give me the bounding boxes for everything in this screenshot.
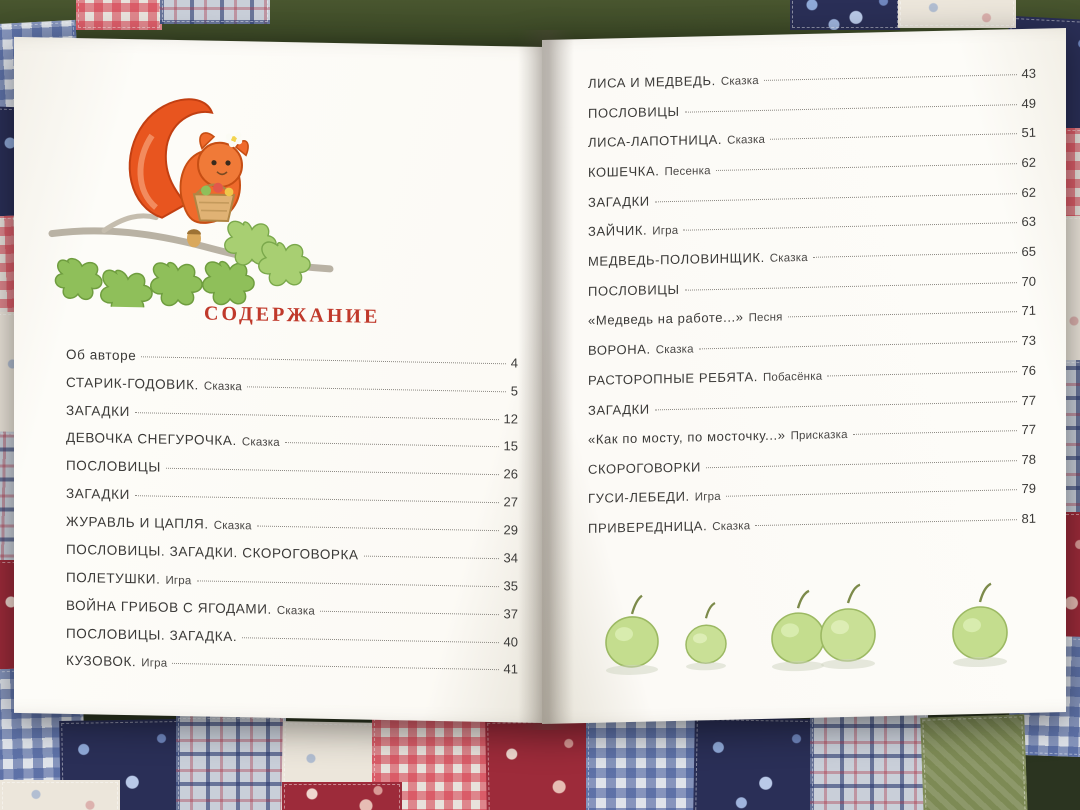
toc-leader-dots: [770, 133, 1016, 140]
toc-entry-page: 40: [503, 633, 518, 650]
toc-row-right: [588, 273, 1036, 301]
toc-entry-kind: Сказка: [727, 133, 766, 147]
toc-entry-page: 77: [1021, 422, 1036, 438]
toc-row-right: [588, 95, 1036, 123]
toc-entry-kind: Побасёнка: [762, 370, 823, 385]
quilt-patch: [586, 714, 698, 810]
toc-entry-kind: Игра: [141, 657, 168, 671]
toc-entry-page: 5: [510, 383, 518, 399]
toc-entry-page: 70: [1021, 273, 1036, 290]
toc-entry-kind: Игра: [165, 574, 192, 587]
toc-entry-page: 79: [1021, 481, 1036, 497]
toc-row-right: [588, 302, 1036, 331]
toc-entry-page: 43: [1021, 65, 1036, 82]
toc-row-right: [588, 213, 1036, 242]
toc-entry-page: 78: [1021, 452, 1036, 468]
toc-leader-dots: [257, 525, 499, 531]
toc-row-right: [588, 421, 1036, 450]
toc-leader-dots: [141, 356, 505, 364]
toc-entry-label: РАСТОРОПНЫЕ РЕБЯТА. Побасёнка: [588, 369, 823, 389]
toc-entry-page: 77: [1021, 393, 1036, 409]
toc-leader-dots: [320, 610, 499, 614]
table-of-contents-left: [66, 346, 518, 689]
toc-leader-dots: [726, 490, 1017, 498]
table-of-contents-right: [588, 65, 1036, 551]
toc-leader-dots: [788, 311, 1017, 317]
toc-entry-page: 71: [1021, 302, 1036, 319]
toc-entry-page: 73: [1021, 332, 1036, 349]
toc-leader-dots: [242, 637, 498, 643]
toc-entry-label: ПОЛЕТУШКИ. Игра: [66, 569, 192, 587]
quilt-patch: [920, 714, 1027, 810]
toc-entry-kind: Сказка: [276, 604, 315, 618]
toc-entry-label: Об авторе: [66, 346, 137, 364]
quilt-patch: [0, 780, 120, 810]
toc-row-right: [588, 154, 1036, 183]
toc-row-right: [588, 184, 1036, 212]
toc-leader-dots: [683, 222, 1016, 231]
toc-entry-page: 26: [503, 466, 518, 483]
toc-leader-dots: [706, 461, 1017, 469]
quilt-patch: [485, 719, 591, 810]
toc-row-right: [588, 451, 1036, 479]
toc-leader-dots: [685, 104, 1017, 113]
toc-entry-label: МЕДВЕДЬ-ПОЛОВИНЩИК. Сказка: [588, 250, 808, 270]
toc-row-left: [66, 485, 518, 512]
toc-leader-dots: [364, 555, 499, 559]
toc-entry-kind: Песня: [748, 311, 783, 325]
toc-entry-label: ПОСЛОВИЦЫ. ЗАГАДКИ. СКОРОГОВОРКА: [66, 541, 359, 563]
toc-entry-page: 34: [503, 550, 518, 566]
toc-row-left: [66, 346, 518, 373]
toc-row-left: [66, 513, 518, 540]
toc-row-left: [66, 652, 518, 679]
toc-entry-kind: Сказка: [720, 75, 759, 88]
toc-row-right: [588, 124, 1036, 153]
toc-row-right: [588, 243, 1036, 272]
quilt-patch: [810, 712, 928, 810]
page-title: СОДЕРЖАНИЕ: [204, 302, 381, 328]
toc-row-left: [66, 402, 518, 429]
toc-row-right: [588, 480, 1036, 509]
toc-row-right: [588, 332, 1036, 361]
squirrel-illustration-icon: [44, 65, 344, 311]
toc-entry-kind: Сказка: [213, 519, 252, 533]
toc-row-right: [588, 392, 1036, 420]
toc-leader-dots: [764, 74, 1017, 81]
toc-entry-page: 4: [510, 355, 518, 371]
toc-entry-page: 63: [1021, 213, 1036, 230]
toc-row-right: [588, 362, 1036, 391]
toc-entry-page: 62: [1021, 154, 1036, 171]
toc-entry-page: 15: [503, 438, 518, 454]
toc-entry-label: ПОСЛОВИЦЫ: [588, 281, 680, 300]
toc-entry-page: 51: [1021, 124, 1036, 141]
toc-entry-kind: Сказка: [203, 380, 242, 393]
apples-illustration-icon: [602, 576, 1062, 676]
toc-leader-dots: [247, 386, 506, 392]
toc-row-left: [66, 625, 518, 652]
toc-entry-label: ЖУРАВЛЬ И ЦАПЛЯ. Сказка: [66, 513, 252, 533]
toc-leader-dots: [755, 520, 1016, 527]
toc-leader-dots: [655, 401, 1017, 410]
toc-row-left: [66, 568, 518, 595]
toc-entry-label: ЗАГАДКИ: [588, 193, 650, 210]
toc-entry-kind: Игра: [694, 491, 721, 504]
toc-entry-kind: Сказка: [241, 436, 280, 450]
toc-entry-label: ГУСИ-ЛЕБЕДИ. Игра: [588, 488, 721, 507]
toc-leader-dots: [699, 341, 1017, 349]
toc-entry-page: 76: [1021, 362, 1036, 379]
toc-entry-label: ВОЙНА ГРИБОВ С ЯГОДАМИ. Сказка: [66, 597, 315, 618]
toc-entry-page: 62: [1021, 184, 1036, 201]
toc-entry-label: ПОСЛОВИЦЫ: [588, 103, 680, 121]
toc-entry-label: ПРИВЕРЕДНИЦА. Сказка: [588, 518, 751, 537]
toc-entry-page: 12: [503, 410, 518, 427]
toc-entry-label: КУЗОВОК. Игра: [66, 653, 168, 671]
toc-row-left: [66, 541, 518, 568]
toc-entry-label: СКОРОГОВОРКИ: [588, 459, 701, 478]
toc-entry-kind: Песенка: [664, 165, 711, 179]
toc-entry-label: ЗАЙЧИК. Игра: [588, 222, 679, 240]
toc-entry-label: ЛИСА-ЛАПОТНИЦА. Сказка: [588, 131, 766, 150]
open-book: [8, 20, 1072, 720]
toc-leader-dots: [655, 193, 1017, 202]
toc-leader-dots: [172, 663, 498, 670]
quilt-patch: [693, 717, 815, 810]
toc-entry-kind: Присказка: [790, 429, 848, 443]
toc-leader-dots: [716, 163, 1017, 171]
toc-entry-label: ЗАГАДКИ: [66, 402, 130, 419]
toc-row-left: [66, 457, 518, 484]
toc-entry-page: 29: [503, 522, 518, 538]
toc-row-right: [588, 65, 1036, 94]
toc-leader-dots: [135, 495, 499, 503]
toc-leader-dots: [813, 252, 1017, 258]
toc-entry-label: СТАРИК-ГОДОВИК. Сказка: [66, 374, 242, 393]
toc-entry-kind: Сказка: [769, 252, 808, 265]
toc-entry-kind: Сказка: [655, 343, 694, 357]
toc-entry-label: ЗАГАДКИ: [588, 401, 650, 419]
toc-row-right: [588, 510, 1036, 539]
toc-entry-label: ПОСЛОВИЦЫ: [66, 458, 161, 476]
toc-entry-page: 65: [1021, 243, 1036, 260]
toc-entry-page: 27: [503, 494, 518, 510]
toc-leader-dots: [166, 468, 499, 475]
toc-entry-label: ВОРОНА. Сказка: [588, 341, 694, 359]
toc-leader-dots: [853, 430, 1017, 435]
toc-entry-label: ПОСЛОВИЦЫ. ЗАГАДКА.: [66, 625, 238, 644]
toc-entry-label: «Как по мосту, по мосточку...» Присказка: [588, 427, 848, 448]
toc-row-left: [66, 374, 518, 401]
toc-leader-dots: [827, 371, 1016, 376]
book-page-right: [542, 28, 1066, 724]
toc-leader-dots: [135, 412, 499, 420]
toc-leader-dots: [285, 443, 499, 448]
book-page-left: [14, 37, 550, 723]
toc-entry-label: ЗАГАДКИ: [66, 486, 130, 503]
toc-row-left: [66, 597, 518, 624]
toc-entry-label: ДЕВОЧКА СНЕГУРОЧКА. Сказка: [66, 430, 280, 450]
toc-entry-page: 41: [503, 661, 518, 677]
toc-leader-dots: [685, 282, 1017, 291]
toc-entry-page: 37: [503, 605, 518, 622]
quilt-patch: [282, 782, 402, 810]
toc-entry-page: 81: [1021, 511, 1036, 527]
toc-entry-label: «Медведь на работе...» Песня: [588, 309, 783, 329]
toc-entry-page: 35: [503, 577, 518, 594]
toc-entry-kind: Сказка: [712, 520, 751, 534]
toc-entry-label: ЛИСА И МЕДВЕДЬ. Сказка: [588, 73, 759, 91]
toc-row-left: [66, 429, 518, 456]
toc-leader-dots: [197, 580, 499, 587]
toc-entry-page: 49: [1021, 95, 1036, 112]
toc-entry-kind: Игра: [652, 224, 679, 238]
toc-entry-label: КОШЕЧКА. Песенка: [588, 163, 711, 180]
quilt-patch: [176, 716, 286, 810]
